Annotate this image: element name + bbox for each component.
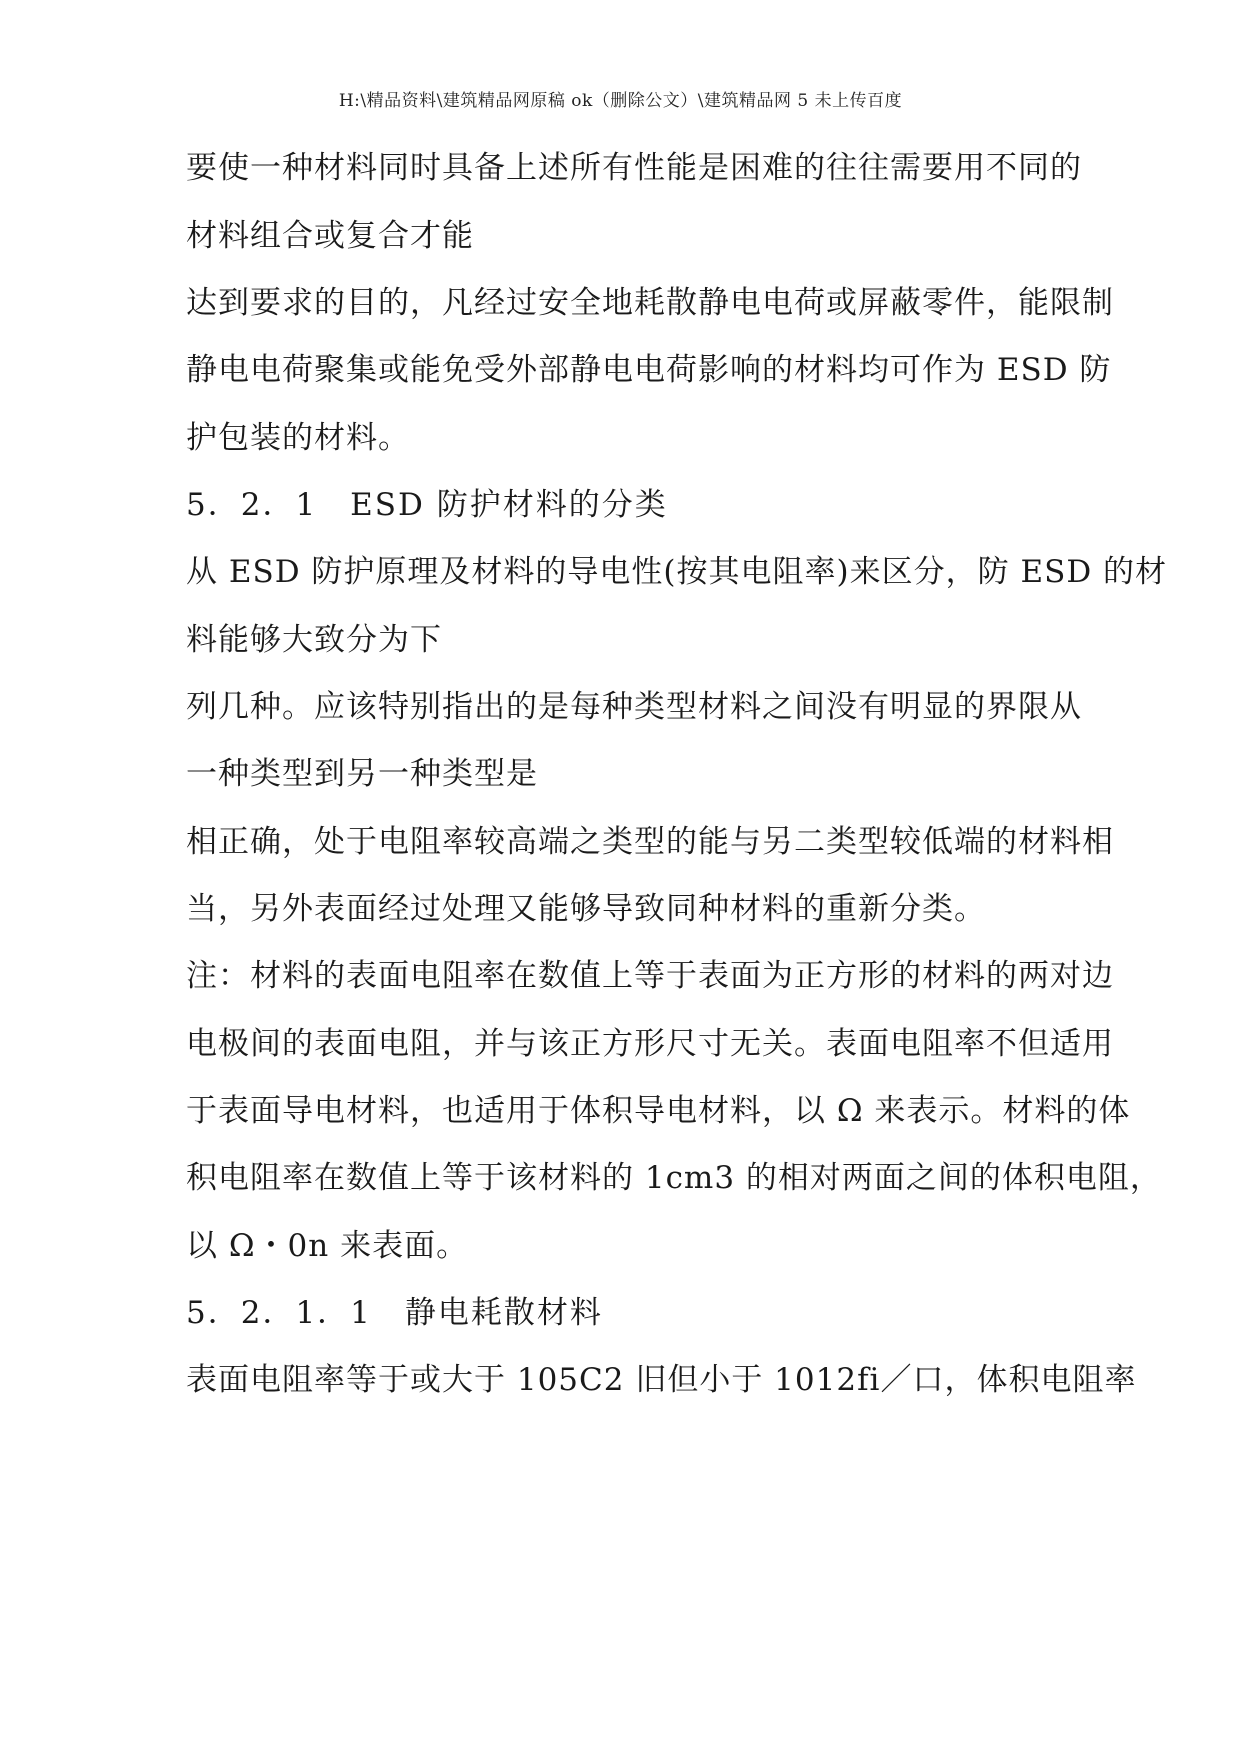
paragraph-line: 材料组合或复合才能: [186, 218, 474, 254]
note-line: 于表面导电材料，也适用于体积导电材料，以 Ω 来表示。材料的体: [186, 1093, 1131, 1129]
paragraph-line: 要使一种材料同时具备上述所有性能是困难的往往需要用不同的: [186, 150, 1082, 186]
subsection-heading: 5．2．1．1 静电耗散材料: [186, 1295, 603, 1331]
note-line: 以 Ω・0n 来表面。: [186, 1228, 469, 1264]
paragraph-line: 表面电阻率等于或大于 105C2 旧但小于 1012fi／口，体积电阻率: [186, 1362, 1137, 1398]
note-line: 电极间的表面电阻，并与该正方形尺寸无关。表面电阻率不但适用: [186, 1026, 1114, 1062]
paragraph-line: 列几种。应该特别指出的是每种类型材料之间没有明显的界限从: [186, 689, 1082, 725]
paragraph-line: 料能够大致分为下: [186, 622, 442, 658]
paragraph-line: 静电电荷聚集或能免受外部静电电荷影响的材料均可作为 ESD 防: [186, 352, 1112, 388]
note-line: 积电阻率在数值上等于该材料的 1cm3 的相对两面之间的体积电阻，: [186, 1160, 1162, 1196]
paragraph-line: 从 ESD 防护原理及材料的导电性(按其电阻率)来区分，防 ESD 的材: [186, 554, 1168, 590]
paragraph-line: 当，另外表面经过处理又能够导致同种材料的重新分类。: [186, 891, 986, 927]
paragraph-line: 护包装的材料。: [186, 420, 410, 456]
note-line: 注：材料的表面电阻率在数值上等于表面为正方形的材料的两对边: [186, 958, 1114, 994]
page-header-path: H:\精品资料\建筑精品网原稿 ok（删除公文）\建筑精品网 5 未上传百度: [338, 91, 903, 111]
paragraph-line: 达到要求的目的，凡经过安全地耗散静电电荷或屏蔽零件，能限制: [186, 285, 1114, 321]
paragraph-line: 相正确，处于电阻率较高端之类型的能与另二类型较低端的材料相: [186, 824, 1114, 860]
section-heading: 5．2．1 ESD 防护材料的分类: [186, 487, 668, 523]
paragraph-line: 一种类型到另一种类型是: [186, 756, 538, 792]
